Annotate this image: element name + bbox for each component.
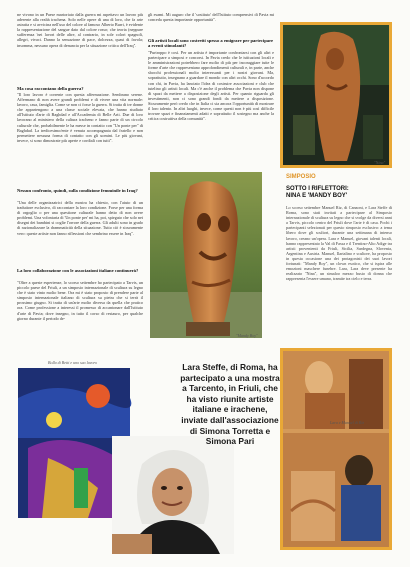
caption-nina: "Nina" [374, 160, 386, 165]
col1-paragraph-2: "Il loro lavoro è corrente con questa affermazione. Sembrano serene. Affermano di non avere grandi problemi e di vivere una vita normale: lavoro, casa, famiglia. Come se non ci fosse la guerra. Si tratta di tre donne che appartengono a una classe sociale elevata, che hanno studiato all'Istituto d'arte di Baghdad e all'Accademia di Belle Arti. Due di loro lavorano al ministero della cultura iracheno e fanno parte di un circolo culturale che, probabilmente le ha messe in contatto con "Un ponte per" di Baghdad. La tredicesimo/ente è venuta accompagnata dal fratello e non permettere nessuna forma di contatto con gli uomini. Le più giovani, invece, si sono dimostrate più aperte e cordiali con tutti". [17, 92, 145, 143]
col1-question-2: Nessun confronto, quindi, sulla condizione femminile in Iraq? [17, 188, 138, 193]
col2-question-1: Gli artisti locali sono costretti spesso a emigrare per partecipare a eventi stimolanti? [148, 38, 274, 49]
sidebar-body: Lo scorso settembre Manuel Riz, di Canzoni, e Lara Steffe di Roma, sono stati invitati a partecipare al Simposio internazionale di scultura su legno che si svolge da diversi anni a Tarvis, piccolo centro del Friuli dove l'arte è di casa. Pochi i partecipanti selezionati per questo simposio esclusivo: a tema libero dove gli scultori, durante una settimana di intenso lavoro, creano un'opera. Lara e Manuel, giovani talenti locali, hanno rappresentato la Val di Fassa e il Trentino-Alto Adige tra artisti provenienti da Friuli, Sicilia, Sardegna, Slovenia, Argentina e Austria. Manuel, Ilartalino e scultore, ha proposto in questa occasione una dei protagonisti dei suoi lavori fortunati: "Mandy Boy", un clown esotico, che si ispira alle emozioni maschere funebre. Lara, Lara deve presente ha realizzato "Nina", un simaloo mezzo busto di donna che rappresenta l'essere umano, tramite tra cielo e terra. [286, 205, 394, 282]
sidebar-heading-1: SOTTO I RIFLETTORI: [286, 186, 349, 192]
sidebar-heading-2: NINA E 'MANDY BOY' [286, 193, 348, 199]
caption-mandy-boy: "Mandy Boy" [236, 333, 258, 338]
col1-paragraph-4: "Oltre a queste esperienze, lo scorso settembre ho partecipato a Tarvis, un piccolo paese del Friuli, a un simposio internazionale di scultura su legno che è stato vinto molto bene. Ora mi è stato proposto di prendere parte al simposio internazionale italiano di scultura su pietra che si terrà il prossimo giugno. Si tratta di un'arte molto diversa da quella che pratico ora. Come professione a interessi il promesso di accantonare dall'Istituto d'arte di Pavia; dove insegno, in tutto il corso di restauro, per qualche giorno durante il periodo de- [17, 280, 145, 321]
col2-paragraph-2: "Purtroppo è così. Per un artista è importante confrontarsi con gli altri e partecipare a simposi e concorsi. In Pavia credo che le istituzioni locali e le amministrazioni potrebbero fare molto di più per incoraggiare tutte le forme d'arte che rappresentano approfondimenti culturali e, in parte, anche sbocchi professionali molto interessanti per i nostri giovani. Ma, soprattutto, insegnano a guardare il mondo con altri occhi. Sono d'accordo con chi, in Pavia, ha lanciato l'idea di costruire associazioni e club che tutelino gli artisti locali. Ma c'è anche il problema che Pavia non dispone di spazi da mettere a disposizione degli artisti. Per quanto riguarda gli investimenti, non ci sono grandi fondi da mettere a disposizione. Sicuramente però credo che in Italia ci sia ancora l'opportunità di mostrare il loro talento. In altri luoghi, invece, come questi non è più così difficile trovare spazi e finanziamenti adatti e soprattutto il sostegno ma anche la critica costruttiva della comunità". [148, 50, 276, 122]
lara-manuel-photo [283, 351, 389, 547]
photo-frame-nina [280, 22, 392, 168]
mandy-boy-sculpture-image [150, 172, 262, 338]
col1-paragraph-1: ne vivono in un Paese martoriato dalla guerra mi aspettavo un lavoro più aderente alla realtà irachena. Solo nelle opere di una di loro, che fa arte astratta e si avvicina nell'uso del colore al famoso Alberto Burri, è evidente la rappresentazione del sangue dato dal colore rosso; che teoria (neppure sufferenza 'nei lavori delle altre, al contrario, in sole colori spagnoli, allegri, vivaci. Danno la sensazione di pace, dolcezza, quasi di favola; insomma, nessuno opera di denuncia per la situazione critica dell'Iraq". [17, 12, 145, 48]
col2-paragraph-1: gli esami. Mi auguro che il 'sostituto' dell'Istituto comprensivi di Pavia mi conceda questa importante opportunità". [148, 12, 276, 23]
sculpture-photo-mandy-boy [150, 172, 262, 338]
sidebar-title: SIMPOSIO [286, 174, 316, 180]
col1-question-1: Ma cosa raccontano della guerra? [17, 86, 84, 91]
caption-painting: Bolla di Betti e uno suo lavoro [48, 360, 97, 365]
portrait-image [112, 436, 234, 554]
col1-paragraph-3: "Una delle organizzatrici della mostra ha chiesto, con l'aiuto di un traduttore esclusivo, di raccontare la loro condizione. Forse per una forma di orgoglio o per una questione culturale hanno detto di non avere problemi. Una volontaria di 'Un ponte per' mi ha, poi, spiegato che solo nei disegni dei bambini si coglie l'orrore della guerra. Gli adulti sono in grado di razionalizzare la drammaticità della situazione. Tutto ciò è sicuramente vero: queste artiste non fanno riflessioni che sembrino essere in Iraq". [17, 200, 145, 236]
pull-quote: Lara Steffe, di Roma, ha partecipato a una mostra a Tarcento, in Friuli, che ha visto riunite artiste italiane e irachene, inviate dall'associazione di Simona Torretta e Simona Pari [180, 362, 280, 447]
caption-lara-manuel: Lara e Manuel di Riz [330, 420, 364, 425]
col1-question-3: La loro collaborazione con le associazioni italiane continuerà? [17, 268, 139, 273]
portrait-photo [112, 436, 234, 554]
nina-sculpture-image [283, 25, 389, 165]
photo-frame-lara-manuel [280, 348, 392, 550]
